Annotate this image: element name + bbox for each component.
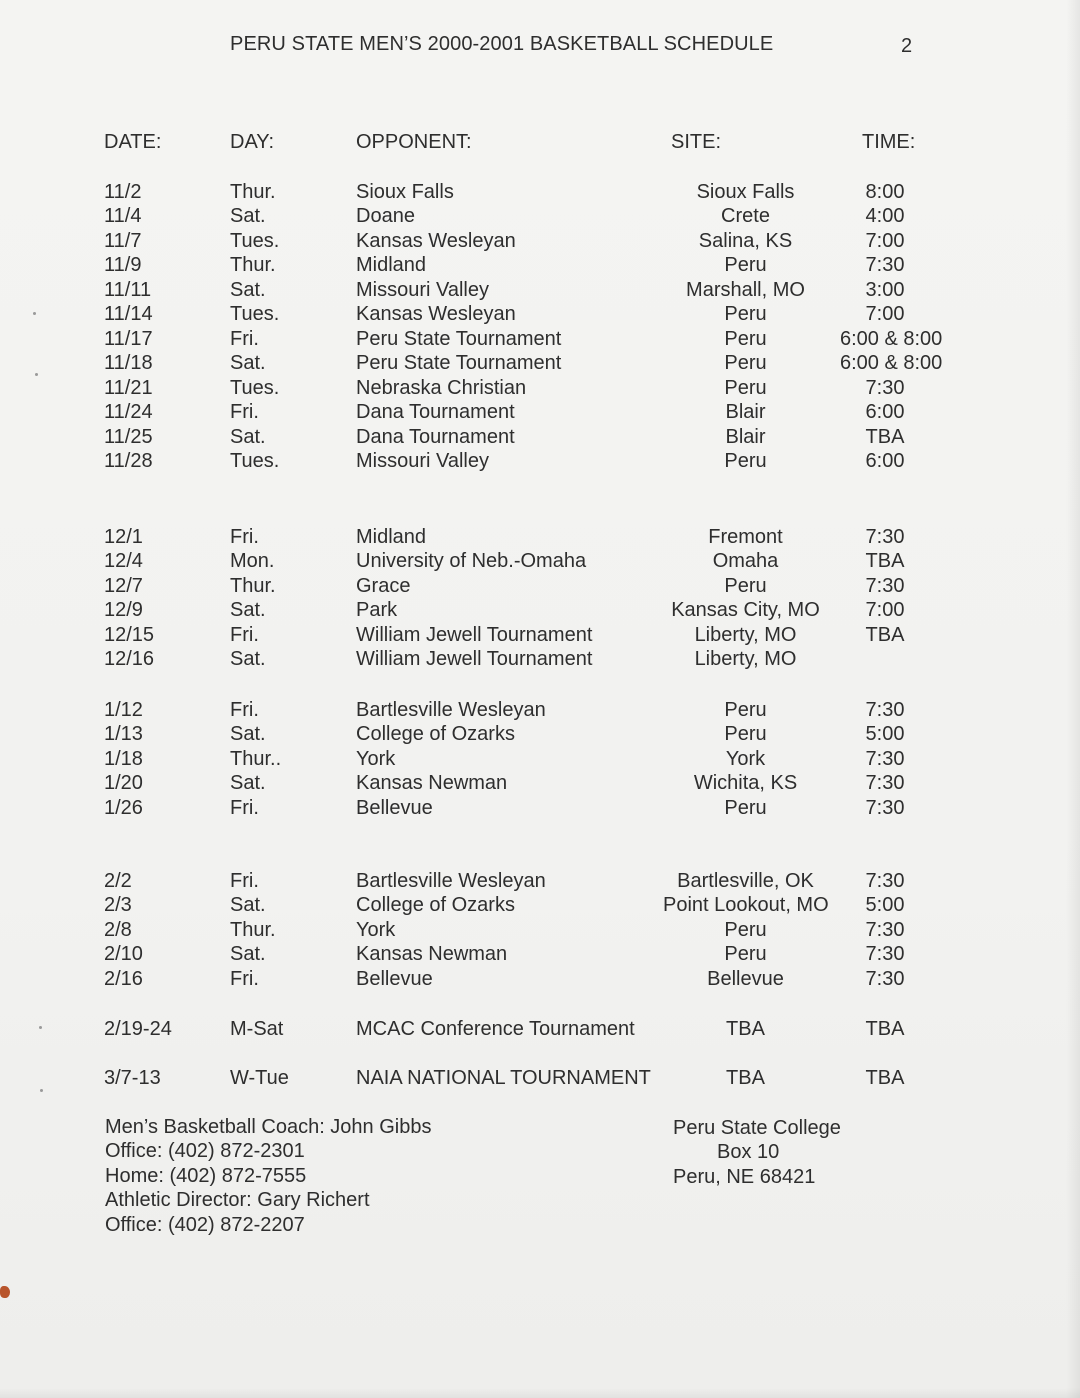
- cell-time: 6:00 & 8:00: [840, 352, 943, 374]
- cell-opponent: Grace: [356, 575, 411, 597]
- cell-date: 2/16: [104, 968, 143, 990]
- cell-time: 7:30: [865, 377, 905, 399]
- cell-date: 11/17: [104, 328, 153, 350]
- cell-site: Peru: [724, 328, 767, 350]
- cell-site: TBA: [726, 1018, 765, 1040]
- cell-opponent: Dana Tournament: [356, 426, 515, 448]
- cell-opponent: Kansas Wesleyan: [356, 303, 516, 325]
- cell-day: M-Sat: [230, 1018, 284, 1040]
- cell-opponent: Missouri Valley: [356, 279, 489, 301]
- cell-time: 6:00: [865, 401, 905, 423]
- cell-day: Sat.: [230, 279, 266, 301]
- cell-day: Mon.: [230, 550, 275, 572]
- cell-site: Peru: [724, 723, 767, 745]
- cell-opponent: Sioux Falls: [356, 181, 454, 203]
- cell-day: Fri.: [230, 870, 259, 892]
- table-row: [0, 748, 1080, 772]
- header-opponent: OPPONENT:: [356, 131, 472, 153]
- table-row: [0, 303, 1080, 327]
- cell-opponent: Kansas Newman: [356, 943, 508, 965]
- cell-site: Blair: [725, 426, 766, 448]
- cell-time: 7:30: [865, 254, 905, 276]
- cell-date: 12/16: [104, 648, 155, 670]
- cell-site: Point Lookout, MO: [663, 894, 829, 916]
- cell-day: Sat.: [230, 426, 266, 448]
- table-row: [0, 550, 1080, 574]
- cell-site: Liberty, MO: [694, 624, 797, 646]
- cell-opponent: Bellevue: [356, 797, 433, 819]
- cell-opponent: William Jewell Tournament: [356, 648, 593, 670]
- cell-date: 3/7-13: [104, 1067, 161, 1089]
- table-row: [0, 450, 1080, 474]
- cell-day: Sat.: [230, 352, 266, 374]
- cell-site: Peru: [724, 919, 767, 941]
- table-row: [0, 919, 1080, 943]
- table-row: [0, 1067, 1080, 1091]
- cell-day: Sat.: [230, 772, 266, 794]
- cell-time: 3:00: [865, 279, 905, 301]
- cell-time: 7:30: [865, 870, 905, 892]
- cell-date: 2/3: [104, 894, 132, 916]
- table-row: [0, 1018, 1080, 1042]
- cell-opponent: Missouri Valley: [356, 450, 489, 472]
- cell-opponent: College of Ozarks: [356, 723, 515, 745]
- cell-date: 2/8: [104, 919, 132, 941]
- cell-day: Fri.: [230, 401, 259, 423]
- cell-time: 8:00: [865, 181, 905, 203]
- table-row: [0, 599, 1080, 623]
- cell-day: Tues.: [230, 450, 280, 472]
- table-row: [0, 648, 1080, 672]
- cell-time: 7:00: [865, 599, 905, 621]
- cell-date: 11/14: [104, 303, 153, 325]
- cell-opponent: Bartlesville Wesleyan: [356, 699, 546, 721]
- cell-site: Wichita, KS: [693, 772, 798, 794]
- cell-opponent: University of Neb.-Omaha: [356, 550, 587, 572]
- cell-time: TBA: [865, 550, 905, 572]
- cell-day: Sat.: [230, 723, 266, 745]
- cell-date: 11/11: [104, 279, 152, 301]
- table-row: [0, 575, 1080, 599]
- cell-site: Marshall, MO: [686, 279, 805, 301]
- cell-opponent: Kansas Wesleyan: [356, 230, 516, 252]
- cell-date: 2/19-24: [104, 1018, 172, 1040]
- cell-site: Bellevue: [707, 968, 784, 990]
- table-row: [0, 279, 1080, 303]
- cell-time: 7:30: [865, 748, 905, 770]
- cell-site: Peru: [724, 699, 767, 721]
- table-row: [0, 401, 1080, 425]
- cell-time: TBA: [865, 1018, 905, 1040]
- page-bottom-shadow: [0, 1388, 1080, 1398]
- cell-date: 11/21: [104, 377, 153, 399]
- cell-day: Fri.: [230, 624, 259, 646]
- table-row: [0, 230, 1080, 254]
- table-row: [0, 426, 1080, 450]
- cell-time: TBA: [865, 426, 905, 448]
- cell-time: 4:00: [865, 205, 905, 227]
- cell-date: 11/18: [104, 352, 153, 374]
- address-line: Box 10: [717, 1141, 780, 1163]
- cell-site: Liberty, MO: [694, 648, 797, 670]
- cell-opponent: Nebraska Christian: [356, 377, 527, 399]
- cell-opponent: York: [356, 748, 396, 770]
- cell-time: 5:00: [865, 894, 905, 916]
- cell-site: TBA: [726, 1067, 765, 1089]
- cell-time: TBA: [865, 1067, 905, 1089]
- table-row: [0, 723, 1080, 747]
- table-row: [0, 968, 1080, 992]
- cell-time: 5:00: [865, 723, 905, 745]
- cell-date: 11/28: [104, 450, 153, 472]
- cell-time: 7:30: [865, 943, 905, 965]
- cell-time: 6:00 & 8:00: [840, 328, 943, 350]
- table-row: [0, 699, 1080, 723]
- cell-date: 11/24: [104, 401, 153, 423]
- header-site: SITE:: [671, 131, 722, 153]
- cell-date: 11/9: [104, 254, 142, 276]
- cell-time: 7:00: [865, 230, 905, 252]
- cell-site: Blair: [725, 401, 766, 423]
- cell-time: 7:00: [865, 303, 905, 325]
- contact-line: Home: (402) 872-7555: [105, 1165, 307, 1187]
- cell-date: 11/7: [104, 230, 142, 252]
- cell-date: 1/26: [104, 797, 143, 819]
- cell-time: 7:30: [865, 526, 905, 548]
- table-row: [0, 894, 1080, 918]
- address-line: Peru State College: [673, 1117, 841, 1139]
- cell-date: 11/25: [104, 426, 153, 448]
- address-line: Peru, NE 68421: [673, 1166, 816, 1188]
- cell-site: Fremont: [708, 526, 783, 548]
- contact-line: Men’s Basketball Coach: John Gibbs: [105, 1116, 432, 1138]
- cell-day: Thur.: [230, 919, 276, 941]
- cell-date: 11/2: [104, 181, 142, 203]
- table-row: [0, 772, 1080, 796]
- table-row: [0, 328, 1080, 352]
- cell-day: Fri.: [230, 797, 259, 819]
- table-row: [0, 205, 1080, 229]
- header-day: DAY:: [230, 131, 275, 153]
- table-row: [0, 181, 1080, 205]
- cell-site: Peru: [724, 450, 767, 472]
- cell-site: Peru: [724, 943, 767, 965]
- cell-date: 12/7: [104, 575, 143, 597]
- cell-date: 12/1: [104, 526, 143, 548]
- cell-site: Kansas City, MO: [671, 599, 820, 621]
- cell-date: 1/20: [104, 772, 143, 794]
- cell-opponent: Bartlesville Wesleyan: [356, 870, 546, 892]
- cell-date: 1/18: [104, 748, 143, 770]
- cell-site: Crete: [721, 205, 770, 227]
- cell-day: Sat.: [230, 205, 266, 227]
- cell-opponent: Doane: [356, 205, 415, 227]
- cell-opponent: NAIA NATIONAL TOURNAMENT: [356, 1067, 651, 1089]
- cell-date: 12/4: [104, 550, 143, 572]
- column-headers: [0, 131, 1080, 155]
- cell-day: Tues.: [230, 230, 280, 252]
- cell-day: Thur..: [230, 748, 282, 770]
- cell-opponent: Park: [356, 599, 398, 621]
- cell-date: 12/15: [104, 624, 155, 646]
- cell-site: Sioux Falls: [696, 181, 795, 203]
- table-row: [0, 624, 1080, 648]
- cell-time: 7:30: [865, 699, 905, 721]
- cell-time: 7:30: [865, 772, 905, 794]
- cell-site: Peru: [724, 352, 767, 374]
- contact-line: Office: (402) 872-2301: [105, 1140, 305, 1162]
- cell-day: Fri.: [230, 699, 259, 721]
- cell-opponent: Bellevue: [356, 968, 433, 990]
- cell-day: Sat.: [230, 599, 266, 621]
- cell-day: Thur.: [230, 254, 276, 276]
- cell-site: Bartlesville, OK: [677, 870, 814, 892]
- table-row: [0, 352, 1080, 376]
- cell-site: York: [725, 748, 766, 770]
- cell-date: 2/2: [104, 870, 132, 892]
- table-row: [0, 797, 1080, 821]
- cell-day: Thur.: [230, 181, 276, 203]
- cell-date: 1/12: [104, 699, 143, 721]
- cell-day: Fri.: [230, 328, 259, 350]
- cell-date: 2/10: [104, 943, 143, 965]
- cell-opponent: Midland: [356, 526, 427, 548]
- contact-line: Office: (402) 872-2207: [105, 1214, 305, 1236]
- cell-opponent: York: [356, 919, 396, 941]
- cell-time: 7:30: [865, 575, 905, 597]
- cell-site: Peru: [724, 254, 767, 276]
- table-row: [0, 943, 1080, 967]
- cell-site: Salina, KS: [698, 230, 793, 252]
- cell-date: 1/13: [104, 723, 143, 745]
- cell-opponent: Dana Tournament: [356, 401, 515, 423]
- cell-date: 12/9: [104, 599, 143, 621]
- header-date: DATE:: [104, 131, 162, 153]
- cell-time: 7:30: [865, 919, 905, 941]
- cell-site: Peru: [724, 303, 767, 325]
- cell-time: TBA: [865, 624, 905, 646]
- table-row: [0, 377, 1080, 401]
- cell-day: Thur.: [230, 575, 276, 597]
- cell-opponent: Peru State Tournament: [356, 352, 562, 374]
- cell-day: Sat.: [230, 894, 266, 916]
- header-time: TIME:: [862, 131, 916, 153]
- table-row: [0, 526, 1080, 550]
- cell-time: 7:30: [865, 797, 905, 819]
- cell-time: 6:00: [865, 450, 905, 472]
- cell-opponent: Kansas Newman: [356, 772, 508, 794]
- page-number: 2: [901, 35, 913, 57]
- page-title: PERU STATE MEN’S 2000-2001 BASKETBALL SCHEDULE: [230, 33, 774, 55]
- cell-day: Tues.: [230, 377, 280, 399]
- cell-day: Fri.: [230, 526, 259, 548]
- table-row: [0, 254, 1080, 278]
- cell-date: 11/4: [104, 205, 142, 227]
- cell-day: Tues.: [230, 303, 280, 325]
- cell-opponent: William Jewell Tournament: [356, 624, 593, 646]
- cell-site: Peru: [724, 377, 767, 399]
- cell-site: Peru: [724, 575, 767, 597]
- cell-site: Omaha: [712, 550, 779, 572]
- table-row: [0, 870, 1080, 894]
- cell-opponent: Peru State Tournament: [356, 328, 562, 350]
- cell-site: Peru: [724, 797, 767, 819]
- cell-time: 7:30: [865, 968, 905, 990]
- cell-day: Sat.: [230, 648, 266, 670]
- contact-line: Athletic Director: Gary Richert: [105, 1189, 370, 1211]
- paper-stain: [0, 1286, 10, 1298]
- cell-opponent: Midland: [356, 254, 427, 276]
- cell-day: Sat.: [230, 943, 266, 965]
- cell-day: W-Tue: [230, 1067, 289, 1089]
- cell-opponent: MCAC Conference Tournament: [356, 1018, 635, 1040]
- cell-day: Fri.: [230, 968, 259, 990]
- cell-opponent: College of Ozarks: [356, 894, 515, 916]
